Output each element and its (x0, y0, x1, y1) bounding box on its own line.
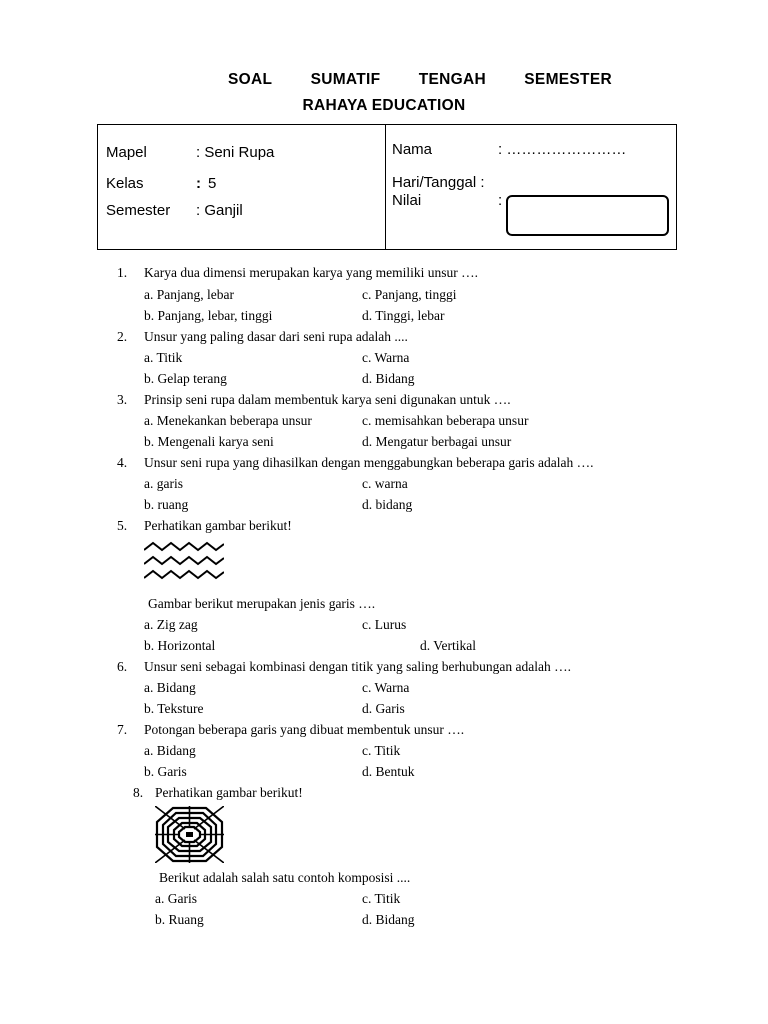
question-number: 8. (133, 785, 144, 800)
nilai-colon: : (498, 192, 503, 209)
option-a: a. Zig zag (144, 617, 198, 632)
exam-subtitle: RAHAYA EDUCATION (302, 97, 466, 114)
kelas-label: Kelas (106, 175, 144, 192)
score-box[interactable] (506, 195, 669, 236)
option-a: a. Garis (155, 891, 197, 906)
option-c: c. Titik (362, 743, 401, 758)
nama-label: Nama (392, 141, 433, 158)
title-word: SEMESTER (524, 71, 612, 88)
question-followup: Berikut adalah salah satu contoh komposisi .... (159, 870, 411, 885)
option-a: a. Titik (144, 350, 183, 365)
question-number: 5. (117, 518, 128, 533)
option-d: d. Tinggi, lebar (362, 308, 445, 323)
option-a: a. Menekankan beberapa unsur (144, 413, 312, 428)
question-text: Perhatikan gambar berikut! (144, 518, 292, 533)
question-text: Perhatikan gambar berikut! (155, 785, 303, 800)
option-d: d. Vertikal (420, 638, 476, 653)
mapel-value: : Seni Rupa (196, 144, 275, 161)
option-c: c. memisahkan beberapa unsur (362, 413, 529, 428)
info-divider (385, 125, 386, 249)
option-c: c. Warna (362, 350, 410, 365)
option-a: a. garis (144, 476, 183, 491)
question-text: Karya dua dimensi merupakan karya yang memiliki unsur …. (144, 265, 479, 280)
zigzag-lines-image (144, 540, 224, 588)
option-a: a. Bidang (144, 743, 196, 758)
option-b: b. Gelap terang (144, 371, 227, 386)
option-d: d. bidang (362, 497, 413, 512)
option-d: d. Bentuk (362, 764, 415, 779)
option-c: c. Panjang, tinggi (362, 287, 457, 302)
option-b: b. Horizontal (144, 638, 216, 653)
title-word: SOAL (228, 71, 273, 88)
question-number: 2. (117, 329, 128, 344)
option-c: c. Warna (362, 680, 410, 695)
option-b: b. Panjang, lebar, tinggi (144, 308, 273, 323)
option-a: a. Bidang (144, 680, 196, 695)
kelas-colon: : (196, 175, 201, 192)
question-number: 4. (117, 455, 128, 470)
student-info-box (97, 124, 677, 250)
option-d: d. Garis (362, 701, 405, 716)
semester-value: : Ganjil (196, 202, 243, 219)
nama-value: : …………………… (498, 141, 627, 158)
option-b: b. Garis (144, 764, 187, 779)
option-d: d. Bidang (362, 371, 415, 386)
kelas-value: 5 (208, 175, 217, 192)
question-text: Unsur seni rupa yang dihasilkan dengan menggabungkan beberapa garis adalah …. (144, 455, 594, 470)
option-a: a. Panjang, lebar (144, 287, 234, 302)
option-b: b. Ruang (155, 912, 204, 927)
exam-title (228, 71, 612, 89)
semester-label: Semester (106, 202, 171, 219)
option-b: b. Mengenali karya seni (144, 434, 274, 449)
question-text: Unsur yang paling dasar dari seni rupa adalah .... (144, 329, 408, 344)
title-word: SUMATIF (310, 71, 381, 88)
question-number: 1. (117, 265, 128, 280)
option-c: c. Lurus (362, 617, 407, 632)
question-followup: Gambar berikut merupakan jenis garis …. (148, 596, 376, 611)
octagon-tunnel-image (155, 806, 224, 863)
option-d: d. Mengatur berbagai unsur (362, 434, 512, 449)
option-c: c. Titik (362, 891, 401, 906)
hari-tanggal-label: Hari/Tanggal : (392, 174, 485, 191)
option-b: b. Teksture (144, 701, 204, 716)
question-number: 6. (117, 659, 128, 674)
question-text: Prinsip seni rupa dalam membentuk karya seni digunakan untuk …. (144, 392, 511, 407)
question-text: Potongan beberapa garis yang dibuat membentuk unsur …. (144, 722, 465, 737)
mapel-label: Mapel (106, 144, 147, 161)
option-c: c. warna (362, 476, 408, 491)
option-d: d. Bidang (362, 912, 415, 927)
question-number: 3. (117, 392, 128, 407)
nilai-label: Nilai (392, 192, 422, 209)
question-number: 7. (117, 722, 128, 737)
option-b: b. ruang (144, 497, 189, 512)
question-text: Unsur seni sebagai kombinasi dengan titik yang saling berhubungan adalah …. (144, 659, 572, 674)
title-word: TENGAH (418, 71, 486, 88)
